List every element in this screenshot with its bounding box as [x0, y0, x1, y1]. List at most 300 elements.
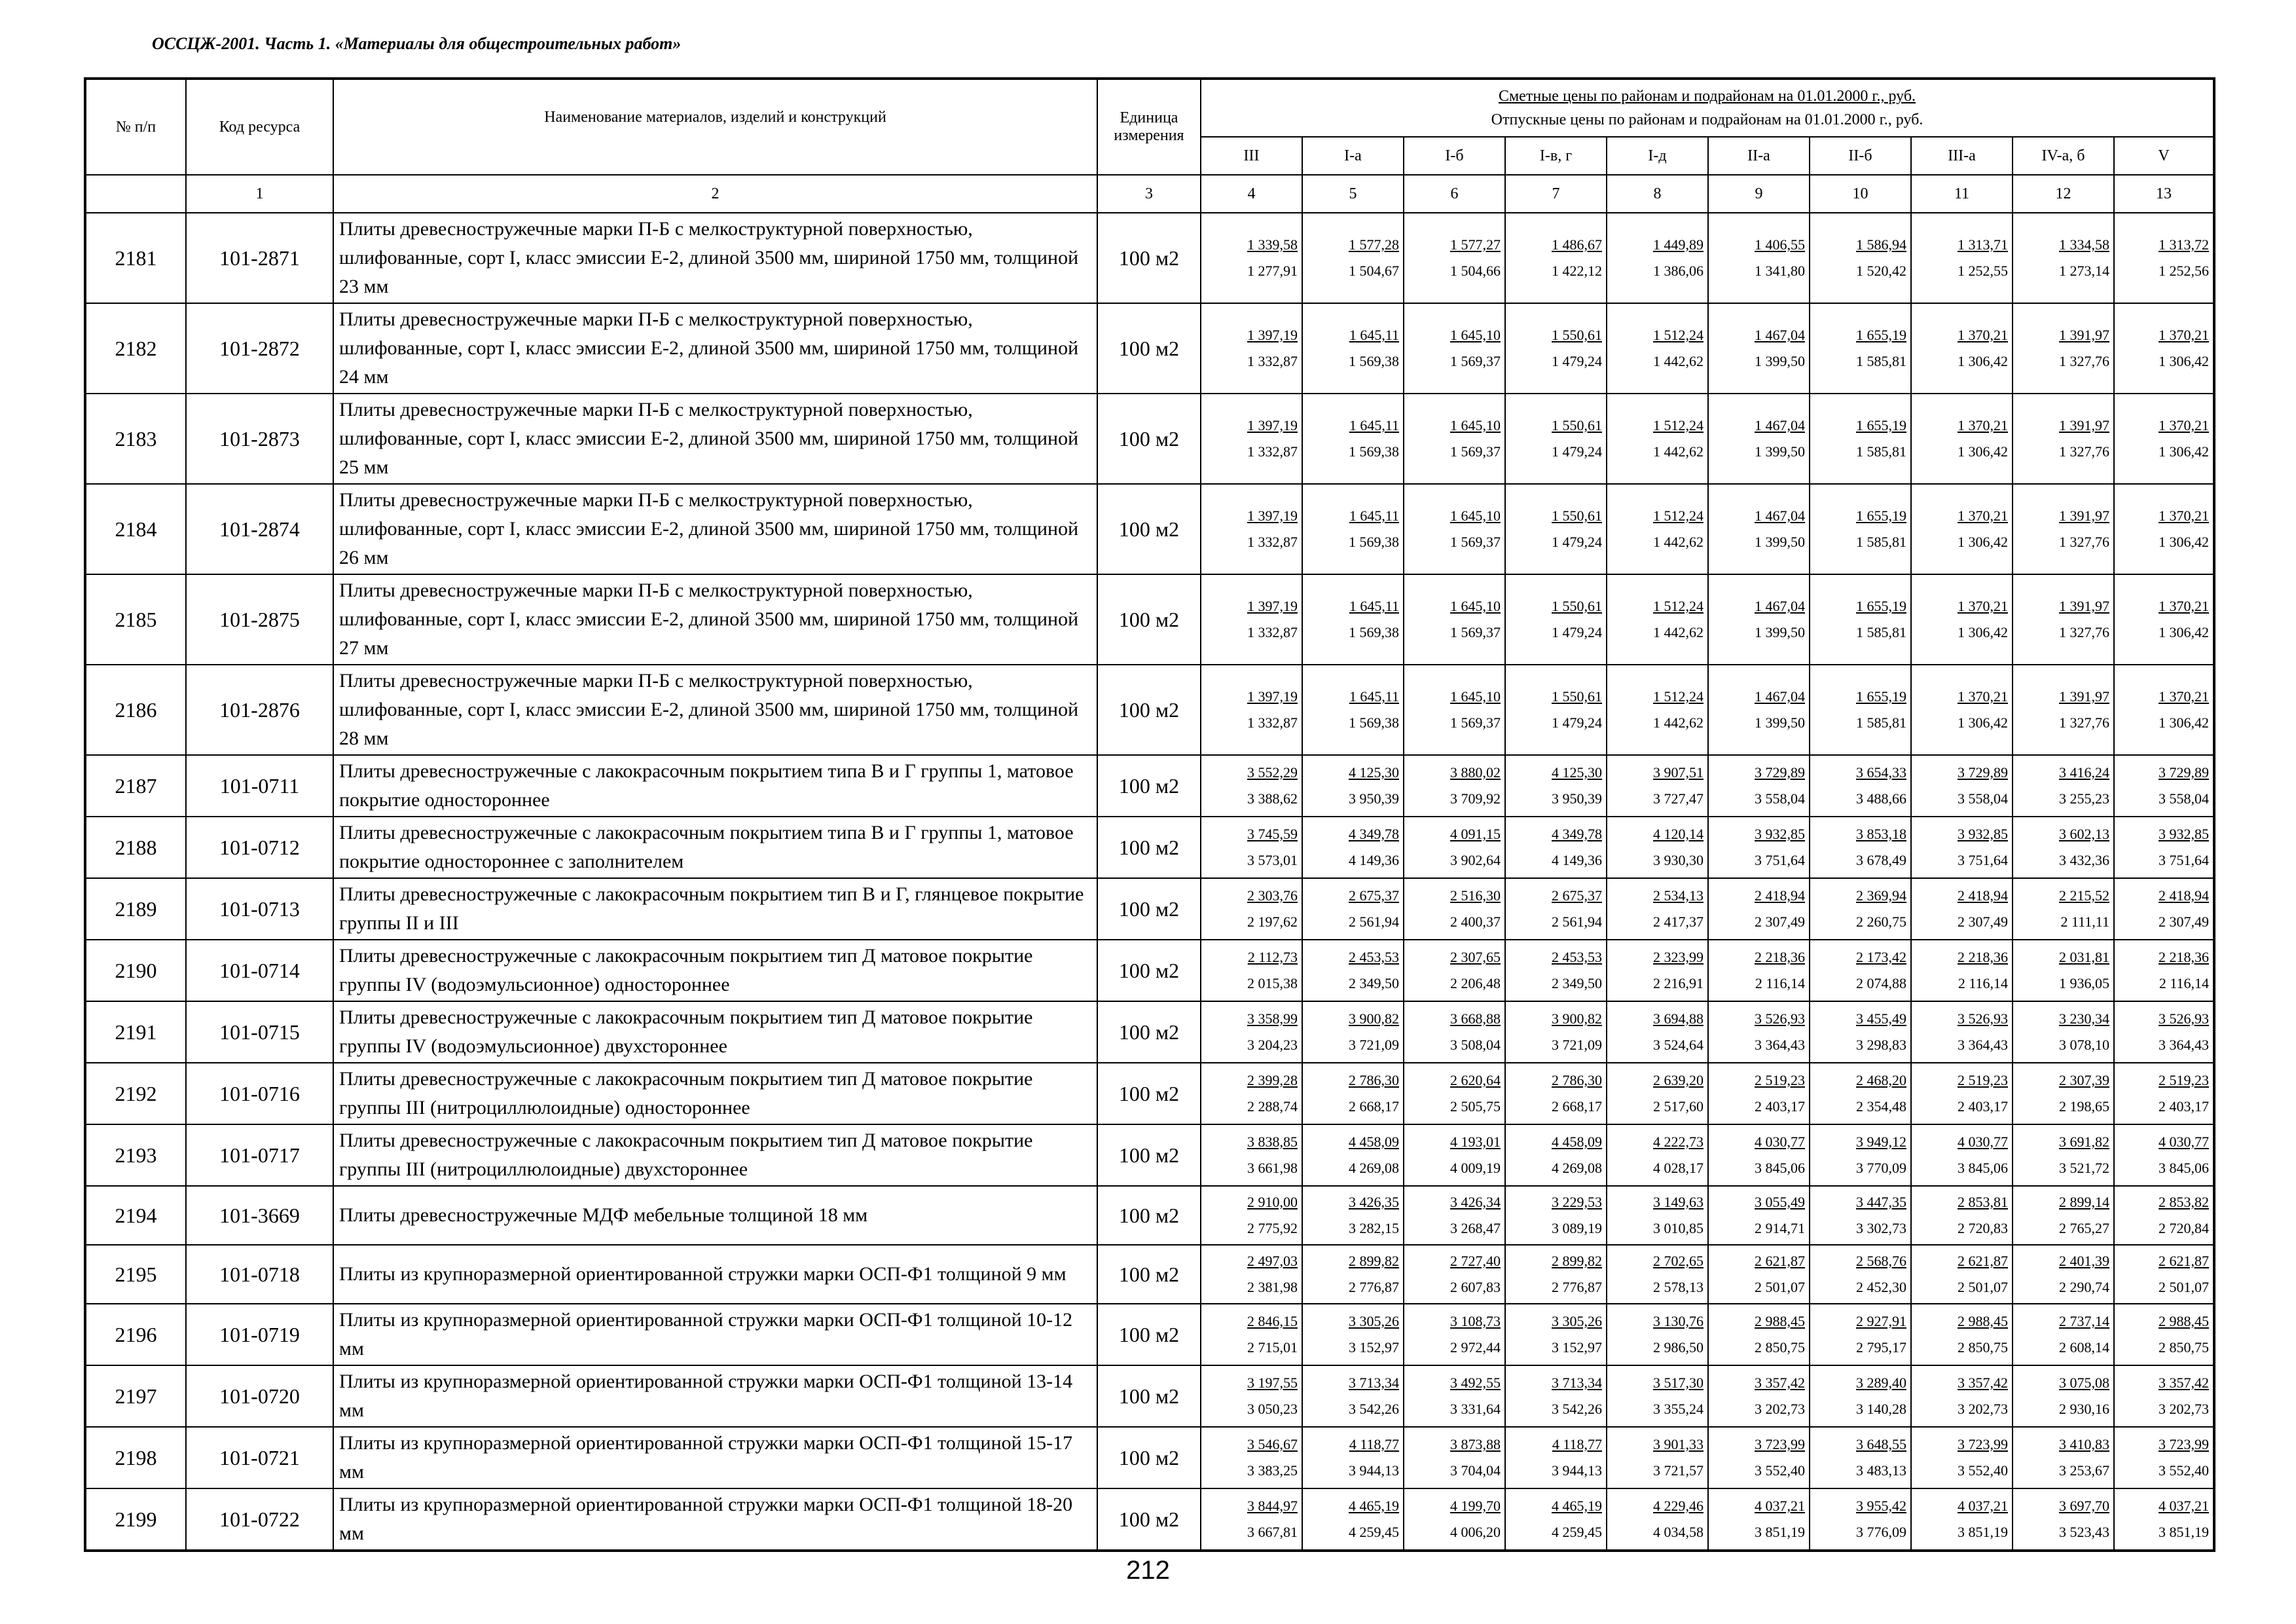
- unit-of-measure: 100 м2: [1097, 213, 1201, 303]
- material-name: Плиты древесностружечные марки П-Б с мелкоструктурной поверхностью, шлифованные, сорт I, класс эмиссии Е-2, длиной 3500 мм, шириной 1750 мм, толщиной 26 мм: [333, 484, 1097, 574]
- estimated-price: 3 410,83: [2059, 1436, 2109, 1452]
- price-cell: [1505, 1063, 1607, 1124]
- price-cell: [1201, 394, 1302, 484]
- estimated-price: 4 222,73: [1653, 1134, 1704, 1150]
- estimated-price: 2 621,87: [2159, 1253, 2210, 1269]
- estimated-price: 2 369,94: [1856, 887, 1906, 904]
- estimated-price: 4 349,78: [1349, 826, 1399, 842]
- release-price: 3 508,04: [1450, 1037, 1501, 1053]
- price-table: [84, 77, 2215, 1552]
- unit-of-measure: 100 м2: [1097, 1186, 1201, 1245]
- release-price: 2 354,48: [1856, 1098, 1906, 1115]
- price-cell: [1607, 303, 1708, 394]
- row-number: 2192: [85, 1063, 186, 1124]
- release-price: 1 252,56: [2159, 263, 2210, 279]
- estimated-price: 1 391,97: [2059, 688, 2109, 705]
- release-price: 3 523,43: [2059, 1524, 2109, 1540]
- estimated-price: 3 729,89: [1958, 764, 2008, 781]
- price-cell: [1708, 755, 1810, 817]
- release-price: 4 149,36: [1552, 852, 1602, 868]
- estimated-price: 4 349,78: [1552, 826, 1602, 842]
- release-price: 1 306,42: [1958, 353, 2008, 369]
- price-cell: [1302, 878, 1404, 940]
- price-cell: [1607, 940, 1708, 1001]
- price-cell: [1505, 574, 1607, 665]
- price-cell: [1911, 574, 2013, 665]
- material-name: Плиты древесностружечные с лакокрасочным покрытием типа В и Г группы 1, матовое покрытие одностороннее с заполнителем: [333, 817, 1097, 878]
- price-cell: [2013, 1304, 2114, 1365]
- release-price: 1 252,55: [1958, 263, 2008, 279]
- header-region-1: I-а: [1302, 137, 1404, 175]
- estimated-price: 1 449,89: [1653, 236, 1704, 253]
- header-prices-line1: Сметные цены по районам и подрайонам на 01.01.2000 г., руб.: [1498, 88, 1916, 105]
- resource-code: 101-0711: [186, 755, 333, 817]
- header-colnum-blank: [85, 175, 186, 213]
- price-cell: [2013, 1001, 2114, 1063]
- estimated-price: 1 645,10: [1450, 507, 1501, 524]
- header-colnum-12: 13: [2114, 175, 2214, 213]
- estimated-price: 1 550,61: [1552, 598, 1602, 614]
- estimated-price: 1 397,19: [1247, 507, 1298, 524]
- price-cell: [1302, 1427, 1404, 1488]
- release-price: 3 050,23: [1247, 1401, 1298, 1417]
- price-cell: [1404, 1488, 1505, 1551]
- estimated-price: 1 645,11: [1349, 598, 1399, 614]
- row-number: 2199: [85, 1488, 186, 1551]
- price-cell: [1201, 817, 1302, 878]
- estimated-price: 3 654,33: [1856, 764, 1906, 781]
- release-price: 2 307,49: [2159, 913, 2210, 930]
- estimated-price: 1 655,19: [1856, 688, 1906, 705]
- price-cell: [1505, 665, 1607, 755]
- header-colnum-11: 12: [2013, 175, 2114, 213]
- estimated-price: 2 899,14: [2059, 1194, 2109, 1210]
- estimated-price: 2 112,73: [1247, 949, 1298, 965]
- release-price: 2 578,13: [1653, 1279, 1704, 1295]
- release-price: 3 851,19: [1958, 1524, 2008, 1540]
- release-price: 2 381,98: [1247, 1279, 1298, 1295]
- price-cell: [2114, 484, 2214, 574]
- row-number: 2182: [85, 303, 186, 394]
- release-price: 2 607,83: [1450, 1279, 1501, 1295]
- price-cell: [2114, 940, 2214, 1001]
- release-price: 1 386,06: [1653, 263, 1704, 279]
- release-price: 4 009,19: [1450, 1160, 1501, 1176]
- price-cell: [1505, 484, 1607, 574]
- estimated-price: 1 339,58: [1247, 236, 1298, 253]
- release-price: 3 950,39: [1552, 790, 1602, 807]
- estimated-price: 3 745,59: [1247, 826, 1298, 842]
- row-number: 2194: [85, 1186, 186, 1245]
- estimated-price: 3 526,93: [1755, 1010, 1805, 1027]
- price-cell: [1911, 1001, 2013, 1063]
- release-price: 3 552,40: [1958, 1462, 2008, 1479]
- release-price: 3 558,04: [1958, 790, 2008, 807]
- release-price: 1 569,38: [1349, 624, 1399, 640]
- price-cell: [1201, 484, 1302, 574]
- release-price: 2 776,87: [1349, 1279, 1399, 1295]
- release-price: 3 364,43: [1958, 1037, 2008, 1053]
- price-cell: [1708, 1304, 1810, 1365]
- estimated-price: 2 516,30: [1450, 887, 1501, 904]
- price-cell: [2013, 213, 2114, 303]
- estimated-price: 3 838,85: [1247, 1134, 1298, 1150]
- resource-code: 101-2873: [186, 394, 333, 484]
- price-cell: [1607, 817, 1708, 878]
- estimated-price: 2 519,23: [1755, 1072, 1805, 1088]
- table-row: [85, 1245, 2214, 1304]
- header-colnum-0: 1: [186, 175, 333, 213]
- release-price: 1 399,50: [1755, 624, 1805, 640]
- price-cell: [2114, 1427, 2214, 1488]
- release-price: 1 332,87: [1247, 353, 1298, 369]
- header-region-2: I-б: [1404, 137, 1505, 175]
- price-cell: [1708, 1365, 1810, 1427]
- estimated-price: 3 305,26: [1349, 1313, 1399, 1329]
- estimated-price: 2 468,20: [1856, 1072, 1906, 1088]
- price-cell: [2114, 1488, 2214, 1551]
- price-cell: [1708, 1124, 1810, 1186]
- estimated-price: 2 620,64: [1450, 1072, 1501, 1088]
- release-price: 1 585,81: [1856, 443, 1906, 460]
- price-cell: [1911, 940, 2013, 1001]
- estimated-price: 1 397,19: [1247, 688, 1298, 705]
- release-price: 4 034,58: [1653, 1524, 1704, 1540]
- row-number: 2185: [85, 574, 186, 665]
- release-price: 1 399,50: [1755, 443, 1805, 460]
- release-price: 3 140,28: [1856, 1401, 1906, 1417]
- release-price: 3 944,13: [1552, 1462, 1602, 1479]
- release-price: 1 306,42: [2159, 353, 2210, 369]
- price-cell: [1911, 484, 2013, 574]
- price-cell: [1708, 940, 1810, 1001]
- estimated-price: 3 305,26: [1552, 1313, 1602, 1329]
- release-price: 3 851,19: [2159, 1524, 2210, 1540]
- release-price: 3 776,09: [1856, 1524, 1906, 1540]
- price-cell: [1505, 878, 1607, 940]
- release-price: 2 074,88: [1856, 975, 1906, 991]
- release-price: 2 765,27: [2059, 1220, 2109, 1236]
- material-name: Плиты древесностружечные марки П-Б с мелкоструктурной поверхностью, шлифованные, сорт I, класс эмиссии Е-2, длиной 3500 мм, шириной 1750 мм, толщиной 28 мм: [333, 665, 1097, 755]
- estimated-price: 1 313,72: [2159, 236, 2210, 253]
- estimated-price: 3 723,99: [2159, 1436, 2210, 1452]
- price-cell: [2013, 1063, 2114, 1124]
- estimated-price: 1 655,19: [1856, 507, 1906, 524]
- price-cell: [1201, 755, 1302, 817]
- estimated-price: 1 370,21: [2159, 598, 2210, 614]
- estimated-price: 3 694,88: [1653, 1010, 1704, 1027]
- price-cell: [1404, 1186, 1505, 1245]
- row-number: 2187: [85, 755, 186, 817]
- release-price: 1 399,50: [1755, 714, 1805, 731]
- header-code: Код ресурса: [186, 79, 333, 175]
- release-price: 1 585,81: [1856, 714, 1906, 731]
- release-price: 2 501,07: [1755, 1279, 1805, 1295]
- estimated-price: 3 357,42: [1958, 1375, 2008, 1391]
- resource-code: 101-0716: [186, 1063, 333, 1124]
- price-cell: [2013, 665, 2114, 755]
- table-row: [85, 1063, 2214, 1124]
- estimated-price: 4 199,70: [1450, 1498, 1501, 1514]
- row-number: 2186: [85, 665, 186, 755]
- document-header-title: ОССЦЖ-2001. Часть 1. «Материалы для общестроительных работ»: [152, 34, 682, 53]
- price-cell: [1911, 1365, 2013, 1427]
- estimated-price: 2 927,91: [1856, 1313, 1906, 1329]
- estimated-price: 3 289,40: [1856, 1375, 1906, 1391]
- table-row: [85, 1186, 2214, 1245]
- estimated-price: 1 645,11: [1349, 327, 1399, 343]
- price-cell: [1302, 484, 1404, 574]
- price-cell: [1302, 1186, 1404, 1245]
- price-cell: [1607, 1245, 1708, 1304]
- price-cell: [1505, 1427, 1607, 1488]
- price-cell: [1911, 878, 2013, 940]
- release-price: 2 403,17: [1958, 1098, 2008, 1115]
- resource-code: 101-0714: [186, 940, 333, 1001]
- release-price: 1 327,76: [2059, 443, 2109, 460]
- price-cell: [1404, 1245, 1505, 1304]
- price-cell: [1708, 1245, 1810, 1304]
- estimated-price: 1 370,21: [1958, 688, 2008, 705]
- release-price: 3 558,04: [2159, 790, 2210, 807]
- price-cell: [1201, 1427, 1302, 1488]
- estimated-price: 1 655,19: [1856, 598, 1906, 614]
- release-price: 3 089,19: [1552, 1220, 1602, 1236]
- price-cell: [2013, 1245, 2114, 1304]
- header-colnum-6: 7: [1505, 175, 1607, 213]
- price-cell: [1302, 1124, 1404, 1186]
- release-price: 2 561,94: [1552, 913, 1602, 930]
- material-name: Плиты из крупноразмерной ориентированной стружки марки ОСП-Ф1 толщиной 10-12 мм: [333, 1304, 1097, 1365]
- release-price: 1 399,50: [1755, 534, 1805, 550]
- price-cell: [1201, 1124, 1302, 1186]
- estimated-price: 2 621,87: [1958, 1253, 2008, 1269]
- release-price: 2 349,50: [1552, 975, 1602, 991]
- material-name: Плиты из крупноразмерной ориентированной стружки марки ОСП-Ф1 толщиной 18-20 мм: [333, 1488, 1097, 1551]
- estimated-price: 1 467,04: [1755, 688, 1805, 705]
- price-cell: [1302, 394, 1404, 484]
- price-cell: [1708, 1186, 1810, 1245]
- price-cell: [2013, 1124, 2114, 1186]
- price-cell: [1505, 1124, 1607, 1186]
- material-name: Плиты из крупноразмерной ориентированной стружки марки ОСП-Ф1 толщиной 13-14 мм: [333, 1365, 1097, 1427]
- release-price: 1 442,62: [1653, 624, 1704, 640]
- price-cell: [2013, 484, 2114, 574]
- price-cell: [2013, 878, 2114, 940]
- estimated-price: 3 880,02: [1450, 764, 1501, 781]
- release-price: 1 332,87: [1247, 714, 1298, 731]
- row-number: 2189: [85, 878, 186, 940]
- estimated-price: 2 675,37: [1552, 887, 1602, 904]
- release-price: 1 585,81: [1856, 624, 1906, 640]
- price-cell: [1201, 940, 1302, 1001]
- price-cell: [1810, 817, 1911, 878]
- estimated-price: 3 517,30: [1653, 1375, 1704, 1391]
- price-cell: [2013, 817, 2114, 878]
- estimated-price: 2 307,39: [2059, 1072, 2109, 1088]
- price-cell: [2114, 878, 2214, 940]
- row-number: 2188: [85, 817, 186, 878]
- release-price: 1 327,76: [2059, 624, 2109, 640]
- release-price: 2 111,11: [2060, 913, 2109, 930]
- estimated-price: 3 713,34: [1349, 1375, 1399, 1391]
- release-price: 1 504,66: [1450, 263, 1501, 279]
- price-cell: [2013, 1186, 2114, 1245]
- price-cell: [1708, 303, 1810, 394]
- estimated-price: 3 358,99: [1247, 1010, 1298, 1027]
- row-number: 2181: [85, 213, 186, 303]
- estimated-price: 3 602,13: [2059, 826, 2109, 842]
- price-cell: [1607, 394, 1708, 484]
- price-cell: [2013, 1488, 2114, 1551]
- estimated-price: 3 492,55: [1450, 1375, 1501, 1391]
- estimated-price: 4 120,14: [1653, 826, 1704, 842]
- release-price: 3 521,72: [2059, 1160, 2109, 1176]
- release-price: 3 573,01: [1247, 852, 1298, 868]
- release-price: 3 944,13: [1349, 1462, 1399, 1479]
- price-cell: [1201, 303, 1302, 394]
- estimated-price: 2 173,42: [1856, 949, 1906, 965]
- price-cell: [1302, 940, 1404, 1001]
- release-price: 1 327,76: [2059, 353, 2109, 369]
- price-cell: [1607, 1365, 1708, 1427]
- release-price: 1 277,91: [1247, 263, 1298, 279]
- estimated-price: 4 118,77: [1552, 1436, 1602, 1452]
- release-price: 1 306,42: [2159, 443, 2210, 460]
- estimated-price: 3 229,53: [1552, 1194, 1602, 1210]
- release-price: 1 273,14: [2059, 263, 2109, 279]
- estimated-price: 4 118,77: [1349, 1436, 1399, 1452]
- price-cell: [1302, 213, 1404, 303]
- release-price: 2 986,50: [1653, 1339, 1704, 1356]
- release-price: 1 306,42: [1958, 443, 2008, 460]
- price-cell: [1708, 878, 1810, 940]
- estimated-price: 4 037,21: [1755, 1498, 1805, 1514]
- release-price: 1 585,81: [1856, 534, 1906, 550]
- header-prices: [1201, 79, 2214, 137]
- release-price: 1 306,42: [1958, 624, 2008, 640]
- price-cell: [1607, 1001, 1708, 1063]
- price-cell: [1607, 878, 1708, 940]
- release-price: 2 850,75: [1958, 1339, 2008, 1356]
- estimated-price: 1 655,19: [1856, 417, 1906, 434]
- estimated-price: 3 844,97: [1247, 1498, 1298, 1514]
- unit-of-measure: 100 м2: [1097, 303, 1201, 394]
- release-price: 1 569,37: [1450, 534, 1501, 550]
- material-name: Плиты древесностружечные с лакокрасочным покрытием тип Д матовое покрытие группы III (нитроциллюлоидные) двухстороннее: [333, 1124, 1097, 1186]
- price-cell: [1708, 1001, 1810, 1063]
- release-price: 2 720,83: [1958, 1220, 2008, 1236]
- price-cell: [2114, 1001, 2214, 1063]
- price-cell: [1810, 665, 1911, 755]
- price-cell: [1810, 1001, 1911, 1063]
- release-price: 3 383,25: [1247, 1462, 1298, 1479]
- table-row: [85, 303, 2214, 394]
- release-price: 3 488,66: [1856, 790, 1906, 807]
- resource-code: 101-0721: [186, 1427, 333, 1488]
- estimated-price: 4 037,21: [1958, 1498, 2008, 1514]
- release-price: 3 552,40: [1755, 1462, 1805, 1479]
- price-cell: [1302, 755, 1404, 817]
- price-cell: [1404, 484, 1505, 574]
- release-price: 2 116,14: [1755, 975, 1805, 991]
- estimated-price: 2 215,52: [2059, 887, 2109, 904]
- estimated-price: 2 303,76: [1247, 887, 1298, 904]
- estimated-price: 1 645,11: [1349, 507, 1399, 524]
- header-colnum-2: 3: [1097, 175, 1201, 213]
- price-cell: [1302, 665, 1404, 755]
- material-name: Плиты древесностружечные с лакокрасочным покрытием тип В и Г, глянцевое покрытие группы II и III: [333, 878, 1097, 940]
- release-price: 1 479,24: [1552, 534, 1602, 550]
- table-row: [85, 878, 2214, 940]
- estimated-price: 2 675,37: [1349, 887, 1399, 904]
- resource-code: 101-0720: [186, 1365, 333, 1427]
- release-price: 1 306,42: [1958, 714, 2008, 731]
- price-cell: [1911, 1063, 2013, 1124]
- price-cell: [1911, 303, 2013, 394]
- estimated-price: 2 453,53: [1349, 949, 1399, 965]
- estimated-price: 4 465,19: [1349, 1498, 1399, 1514]
- estimated-price: 3 230,34: [2059, 1010, 2109, 1027]
- release-price: 2 795,17: [1856, 1339, 1906, 1356]
- estimated-price: 3 955,42: [1856, 1498, 1906, 1514]
- price-cell: [2114, 1186, 2214, 1245]
- price-cell: [1810, 1063, 1911, 1124]
- estimated-price: 1 370,21: [2159, 688, 2210, 705]
- header-name: Наименование материалов, изделий и конструкций: [333, 79, 1097, 175]
- release-price: 2 400,37: [1450, 913, 1501, 930]
- estimated-price: 3 130,76: [1653, 1313, 1704, 1329]
- price-cell: [1911, 1245, 2013, 1304]
- unit-of-measure: 100 м2: [1097, 1001, 1201, 1063]
- release-price: 1 442,62: [1653, 534, 1704, 550]
- release-price: 2 972,44: [1450, 1339, 1501, 1356]
- release-price: 3 255,23: [2059, 790, 2109, 807]
- price-cell: [1201, 1186, 1302, 1245]
- release-price: 3 152,97: [1552, 1339, 1602, 1356]
- price-cell: [1201, 665, 1302, 755]
- price-cell: [1302, 1245, 1404, 1304]
- release-price: 2 668,17: [1349, 1098, 1399, 1115]
- estimated-price: 2 307,65: [1450, 949, 1501, 965]
- estimated-price: 3 900,82: [1552, 1010, 1602, 1027]
- price-cell: [1607, 1186, 1708, 1245]
- price-cell: [1404, 303, 1505, 394]
- release-price: 2 501,07: [1958, 1279, 2008, 1295]
- header-column-numbers-row: [85, 175, 2214, 213]
- release-price: 3 950,39: [1349, 790, 1399, 807]
- estimated-price: 2 786,30: [1552, 1072, 1602, 1088]
- release-price: 1 479,24: [1552, 714, 1602, 731]
- release-price: 3 010,85: [1653, 1220, 1704, 1236]
- price-cell: [1911, 1124, 2013, 1186]
- release-price: 3 432,36: [2059, 852, 2109, 868]
- price-cell: [1708, 484, 1810, 574]
- release-price: 3 678,49: [1856, 852, 1906, 868]
- price-cell: [1607, 665, 1708, 755]
- estimated-price: 3 526,93: [1958, 1010, 2008, 1027]
- table-row: [85, 484, 2214, 574]
- estimated-price: 1 370,21: [1958, 507, 2008, 524]
- price-cell: [1708, 1063, 1810, 1124]
- release-price: 2 517,60: [1653, 1098, 1704, 1115]
- resource-code: 101-2871: [186, 213, 333, 303]
- price-cell: [1404, 1427, 1505, 1488]
- release-price: 1 306,42: [2159, 714, 2210, 731]
- resource-code: 101-0718: [186, 1245, 333, 1304]
- unit-of-measure: 100 м2: [1097, 878, 1201, 940]
- release-price: 1 520,42: [1856, 263, 1906, 279]
